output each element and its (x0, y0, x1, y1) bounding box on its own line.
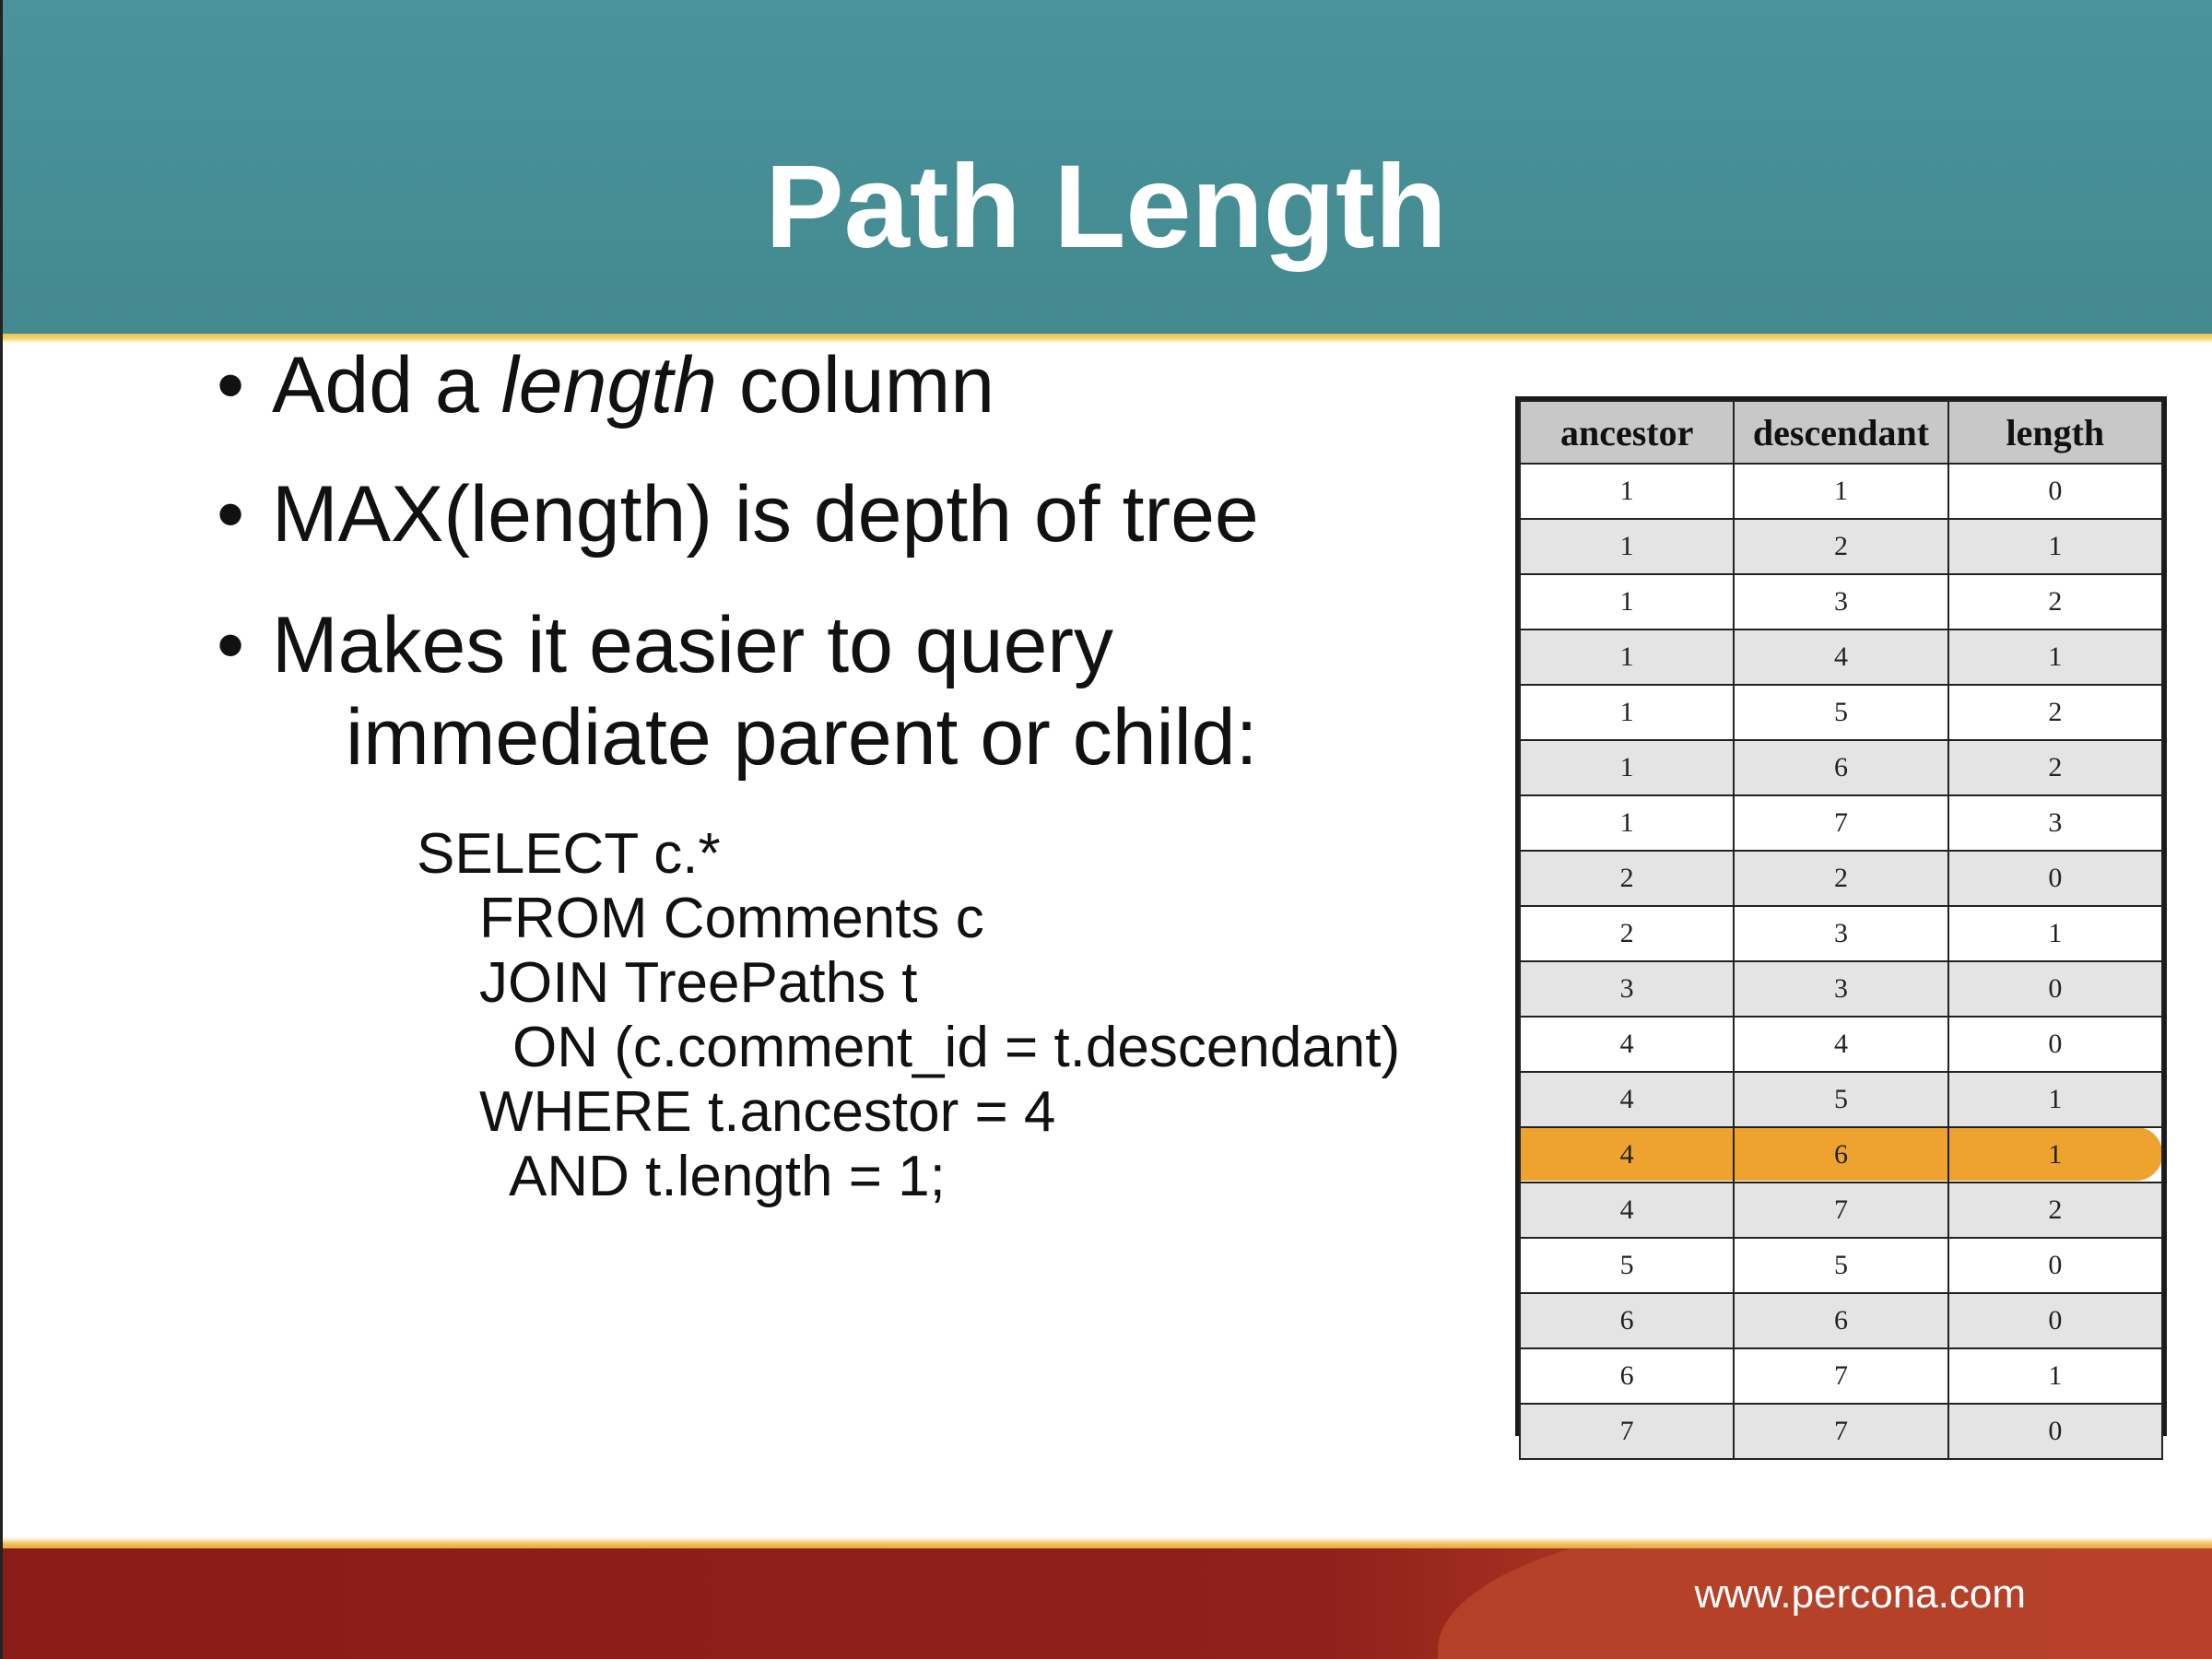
bullet-text: column (716, 341, 995, 429)
cell-ancestor: 1 (1520, 574, 1734, 629)
cell-ancestor: 2 (1520, 851, 1734, 906)
cell-descendant: 6 (1734, 740, 1947, 795)
cell-descendant: 2 (1734, 851, 1947, 906)
cell-length: 0 (1948, 1404, 2162, 1459)
bullet-dot-icon: • (217, 601, 245, 689)
table-row (1520, 685, 2162, 740)
cell-descendant: 6 (1734, 1293, 1947, 1348)
cell-ancestor: 2 (1520, 906, 1734, 961)
cell-length: 0 (1948, 1017, 2162, 1072)
cell-length: 2 (1948, 1182, 2162, 1238)
sql-line: WHERE t.ancestor = 4 (479, 1080, 1056, 1144)
cell-ancestor: 1 (1520, 740, 1734, 795)
sql-line: FROM Comments c (479, 887, 984, 950)
bullet-item (217, 468, 1259, 560)
cell-descendant: 3 (1734, 961, 1947, 1017)
cell-length: 0 (1948, 1238, 2162, 1293)
footer-url: www.percona.com (1694, 1571, 2026, 1617)
sql-line: JOIN TreePaths t (479, 951, 918, 1015)
table-row (1520, 464, 2162, 519)
cell-ancestor: 1 (1520, 685, 1734, 740)
cell-descendant: 1 (1734, 464, 1947, 519)
bullet-text: Add a (272, 341, 501, 429)
cell-length: 2 (1948, 574, 2162, 629)
cell-descendant: 3 (1734, 906, 1947, 961)
slide-title: Path Length (765, 141, 1447, 273)
table-row (1520, 1348, 2162, 1404)
cell-ancestor: 1 (1520, 629, 1734, 685)
cell-ancestor: 5 (1520, 1238, 1734, 1293)
table-row (1520, 1072, 2162, 1127)
treepaths-table (1515, 396, 2167, 1446)
table-row (1520, 851, 2162, 906)
cell-ancestor: 1 (1520, 795, 1734, 851)
cell-ancestor: 1 (1520, 519, 1734, 574)
cell-ancestor: 1 (1520, 464, 1734, 519)
table-row (1520, 795, 2162, 851)
cell-descendant: 4 (1734, 1017, 1947, 1072)
bullet-emphasis: length (500, 341, 717, 429)
cell-ancestor: 3 (1520, 961, 1734, 1017)
cell-descendant: 5 (1734, 1238, 1947, 1293)
table-row (1520, 740, 2162, 795)
cell-descendant: 3 (1734, 574, 1947, 629)
table-row (1520, 1404, 2162, 1459)
bullet-dot-icon: • (217, 470, 245, 559)
cell-descendant: 7 (1734, 1348, 1947, 1404)
cell-descendant: 7 (1734, 795, 1947, 851)
cell-descendant: 4 (1734, 629, 1947, 685)
table-row (1520, 629, 2162, 685)
sql-line: SELECT c.* (417, 822, 721, 886)
cell-length: 0 (1948, 961, 2162, 1017)
data-table (1519, 400, 2163, 1460)
sql-line: AND t.length = 1; (509, 1145, 946, 1208)
cell-length: 2 (1948, 685, 2162, 740)
table-row (1520, 906, 2162, 961)
cell-length: 2 (1948, 740, 2162, 795)
bullet-text-continuation: immediate parent or child: (346, 693, 1258, 782)
slide-left-edge (0, 0, 3, 1659)
table-row (1520, 1293, 2162, 1348)
column-header-ancestor: ancestor (1520, 401, 1734, 464)
cell-descendant: 2 (1734, 519, 1947, 574)
cell-descendant: 7 (1734, 1182, 1947, 1238)
cell-ancestor: 6 (1520, 1348, 1734, 1404)
cell-length: 1 (1948, 1072, 2162, 1127)
column-header-descendant: descendant (1734, 401, 1947, 464)
bullet-text: Makes it easier to query (272, 601, 1113, 689)
cell-ancestor: 4 (1520, 1017, 1734, 1072)
table-row (1520, 961, 2162, 1017)
cell-length: 1 (1948, 906, 2162, 961)
cell-length: 3 (1948, 795, 2162, 851)
cell-ancestor: 7 (1520, 1404, 1734, 1459)
cell-descendant: 5 (1734, 1072, 1947, 1127)
cell-length: 1 (1948, 1348, 2162, 1404)
sql-code-block (417, 822, 1400, 1209)
cell-ancestor: 6 (1520, 1293, 1734, 1348)
cell-length: 1 (1948, 519, 2162, 574)
bullet-item (217, 599, 1470, 783)
table-row (1520, 574, 2162, 629)
table-row (1520, 1238, 2162, 1293)
column-header-length: length (1948, 401, 2162, 464)
table-body-wrapper (1519, 400, 2163, 1446)
cell-descendant: 6 (1734, 1127, 1947, 1182)
cell-length: 0 (1948, 464, 2162, 519)
bullet-text: MAX(length) is depth of tree (272, 470, 1259, 559)
bullet-dot-icon: • (217, 341, 245, 429)
cell-ancestor: 4 (1520, 1182, 1734, 1238)
table-row (1520, 519, 2162, 574)
table-row (1520, 1127, 2162, 1182)
bullet-item (217, 339, 994, 431)
sql-line: ON (c.comment_id = t.descendant) (512, 1016, 1401, 1079)
table-header-row (1520, 401, 2162, 464)
cell-length: 1 (1948, 629, 2162, 685)
cell-ancestor: 4 (1520, 1072, 1734, 1127)
cell-descendant: 7 (1734, 1404, 1947, 1459)
cell-descendant: 5 (1734, 685, 1947, 740)
cell-length: 1 (1948, 1127, 2162, 1182)
table-row (1520, 1017, 2162, 1072)
cell-length: 0 (1948, 851, 2162, 906)
cell-ancestor: 4 (1520, 1127, 1734, 1182)
table-row (1520, 1182, 2162, 1238)
cell-length: 0 (1948, 1293, 2162, 1348)
